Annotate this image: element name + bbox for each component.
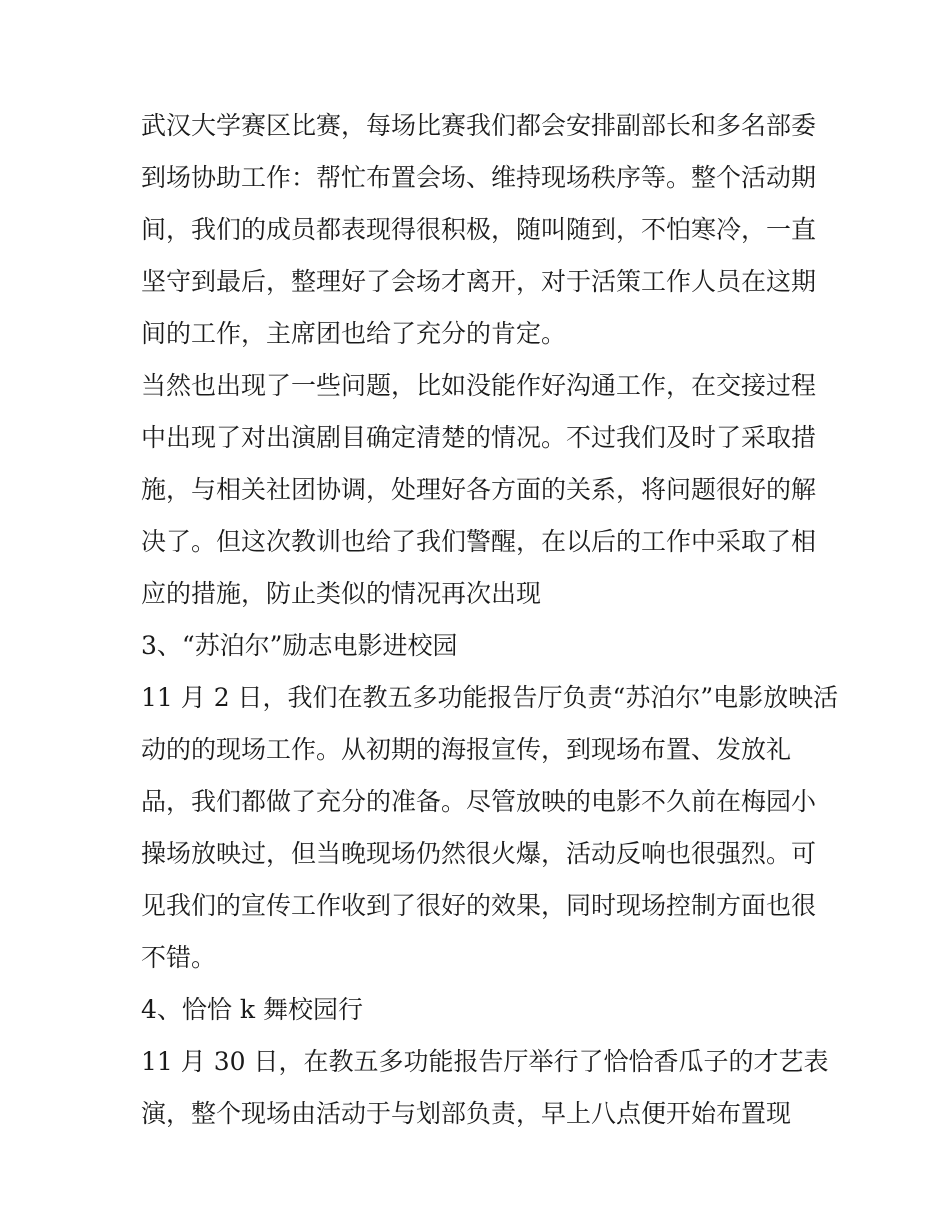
text-line: 操场放映过，但当晚现场仍然很火爆，活动反响也很强烈。可 <box>141 839 817 868</box>
text-line: 决了。但这次教训也给了我们警醒，在以后的工作中采取了相 <box>141 527 817 556</box>
text-line: 11 月 2 日，我们在教五多功能报告厅负责“苏泊尔”电影放映活 <box>141 683 839 712</box>
text-line: 动的的现场工作。从初期的海报宣传，到现场布置、发放礼 <box>141 735 792 764</box>
text-line: 见我们的宣传工作收到了很好的效果，同时现场控制方面也很 <box>141 891 817 920</box>
text-line: 演，整个现场由活动于与划部负责，早上八点便开始布置现 <box>141 1099 792 1128</box>
text-line: 武汉大学赛区比赛，每场比赛我们都会安排副部长和多名部委 <box>141 111 817 140</box>
text-line: 品，我们都做了充分的准备。尽管放映的电影不久前在梅园小 <box>141 787 817 816</box>
text-line: 间，我们的成员都表现得很积极，随叫随到，不怕寒冷，一直 <box>141 215 817 244</box>
section-heading: 4、恰恰 k 舞校园行 <box>141 995 363 1024</box>
text-line: 应的措施，防止类似的情况再次出现 <box>141 579 542 608</box>
text-line: 坚守到最后，整理好了会场才离开，对于活策工作人员在这期 <box>141 267 817 296</box>
text-line: 到场协助工作：帮忙布置会场、维持现场秩序等。整个活动期 <box>141 163 817 192</box>
text-line: 11 月 30 日，在教五多功能报告厅举行了恰恰香瓜子的才艺表 <box>141 1047 829 1076</box>
text-line: 当然也出现了一些问题，比如没能作好沟通工作，在交接过程 <box>141 371 817 400</box>
section-heading: 3、“苏泊尔”励志电影进校园 <box>141 631 458 660</box>
text-line: 中出现了对出演剧目确定清楚的情况。不过我们及时了采取措 <box>141 423 817 452</box>
text-line: 施，与相关社团协调，处理好各方面的关系，将问题很好的解 <box>141 475 817 504</box>
text-line: 间的工作，主席团也给了充分的肯定。 <box>141 319 567 348</box>
text-line: 不错。 <box>141 943 217 972</box>
